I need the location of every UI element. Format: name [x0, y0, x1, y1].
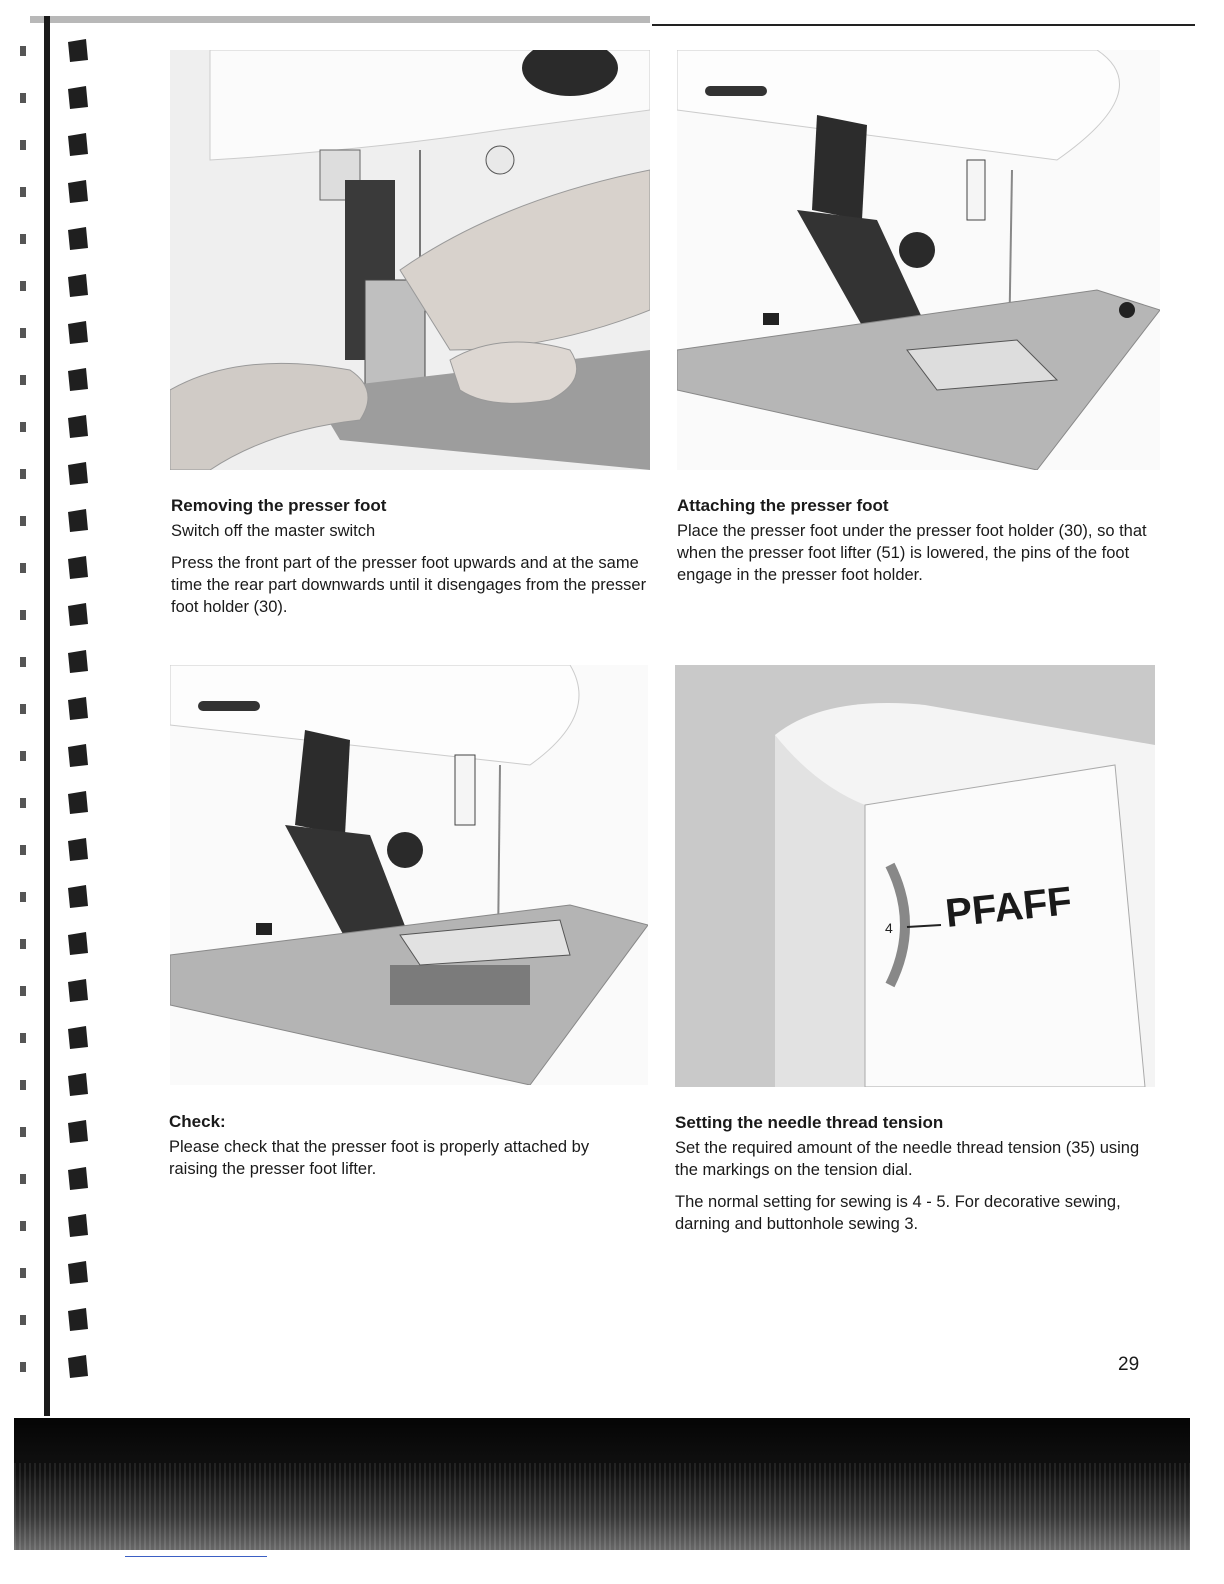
binding-coil — [68, 697, 88, 720]
binding-coil — [68, 791, 88, 814]
binding-hole — [20, 1080, 26, 1090]
binding-hole — [20, 610, 26, 620]
binding-coil — [68, 1308, 88, 1331]
binding-coil — [68, 1073, 88, 1096]
spiral-binding — [0, 30, 100, 1400]
section-attaching — [677, 496, 1157, 596]
binding-hole — [20, 798, 26, 808]
binding-hole — [20, 234, 26, 244]
binding-coil — [68, 838, 88, 861]
binding-hole — [20, 1268, 26, 1278]
binding-coil — [68, 1167, 88, 1190]
binding-coil — [68, 415, 88, 438]
binding-hole — [20, 1221, 26, 1231]
binding-hole — [20, 140, 26, 150]
binding-hole — [20, 1362, 26, 1372]
bottom-rule — [125, 1556, 267, 1557]
binding-hole — [20, 516, 26, 526]
binding-coil — [68, 133, 88, 156]
binding-coil — [68, 1026, 88, 1049]
binding-coil — [68, 979, 88, 1002]
binding-hole — [20, 46, 26, 56]
section-title: Removing the presser foot — [171, 496, 387, 515]
binding-hole — [20, 657, 26, 667]
binding-hole — [20, 281, 26, 291]
binding-hole — [20, 704, 26, 714]
binding-coil — [68, 650, 88, 673]
binding-hole — [20, 187, 26, 197]
photo-check-presser-foot — [170, 665, 648, 1085]
binding-hole — [20, 939, 26, 949]
bottom-scan-band — [14, 1418, 1190, 1550]
binding-hole — [20, 1127, 26, 1137]
section-paragraph: The normal setting for sewing is 4 - 5. For decorative sewing, darning and buttonhole sewing 3. — [675, 1193, 1121, 1233]
binding-coil — [68, 603, 88, 626]
section-title: Setting the needle thread tension — [675, 1113, 944, 1132]
section-paragraph: Press the front part of the presser foot upwards and at the same time the rear part downwards until it disengages from the presser foot holder (30). — [171, 554, 647, 616]
photo-attaching-presser-foot — [677, 50, 1160, 470]
section-title: Attaching the presser foot — [677, 496, 889, 515]
binding-coil — [68, 932, 88, 955]
binding-hole — [20, 469, 26, 479]
binding-hole — [20, 1174, 26, 1184]
binding-hole — [20, 986, 26, 996]
binding-coil — [68, 462, 88, 485]
binding-hole — [20, 845, 26, 855]
binding-coil — [68, 1214, 88, 1237]
binding-hole — [20, 1033, 26, 1043]
top-rule — [30, 16, 650, 23]
binding-hole — [20, 93, 26, 103]
binding-coil — [68, 1261, 88, 1284]
photo-removing-presser-foot — [170, 50, 650, 470]
binding-coil — [68, 274, 88, 297]
section-tension — [675, 1113, 1160, 1245]
binding-hole — [20, 751, 26, 761]
photo-thread-tension-dial — [675, 665, 1155, 1087]
binding-hole — [20, 375, 26, 385]
tension-dial-mark: 4 — [885, 920, 893, 936]
section-paragraph: Set the required amount of the needle thread tension (35) using the markings on the tension dial. — [675, 1139, 1140, 1179]
section-removing — [171, 496, 651, 628]
binding-coil — [68, 1355, 88, 1378]
binding-hole — [20, 563, 26, 573]
section-paragraph: Place the presser foot under the presser foot holder (30), so that when the presser foot lifter (51) is lowered, the pins of the foot engage in the presser foot holder. — [677, 522, 1147, 584]
binding-hole — [20, 422, 26, 432]
binding-hole — [20, 892, 26, 902]
binding-spine — [44, 16, 50, 1416]
binding-coil — [68, 86, 88, 109]
binding-hole — [20, 1315, 26, 1325]
binding-coil — [68, 885, 88, 908]
binding-coil — [68, 180, 88, 203]
top-rule-right — [652, 24, 1195, 26]
page-number: 29 — [1118, 1354, 1140, 1375]
section-paragraph: Please check that the presser foot is properly attached by raising the presser foot lifter. — [169, 1138, 590, 1178]
binding-hole — [20, 328, 26, 338]
binding-coil — [68, 1120, 88, 1143]
binding-coil — [68, 744, 88, 767]
binding-coil — [68, 321, 88, 344]
brand-logo: PFAFF — [943, 878, 1074, 936]
binding-coil — [68, 39, 88, 62]
section-paragraph: Switch off the master switch — [171, 522, 376, 540]
section-title: Check: — [169, 1112, 226, 1131]
binding-coil — [68, 556, 88, 579]
section-check — [169, 1112, 634, 1190]
binding-coil — [68, 509, 88, 532]
binding-coil — [68, 227, 88, 250]
binding-coil — [68, 368, 88, 391]
